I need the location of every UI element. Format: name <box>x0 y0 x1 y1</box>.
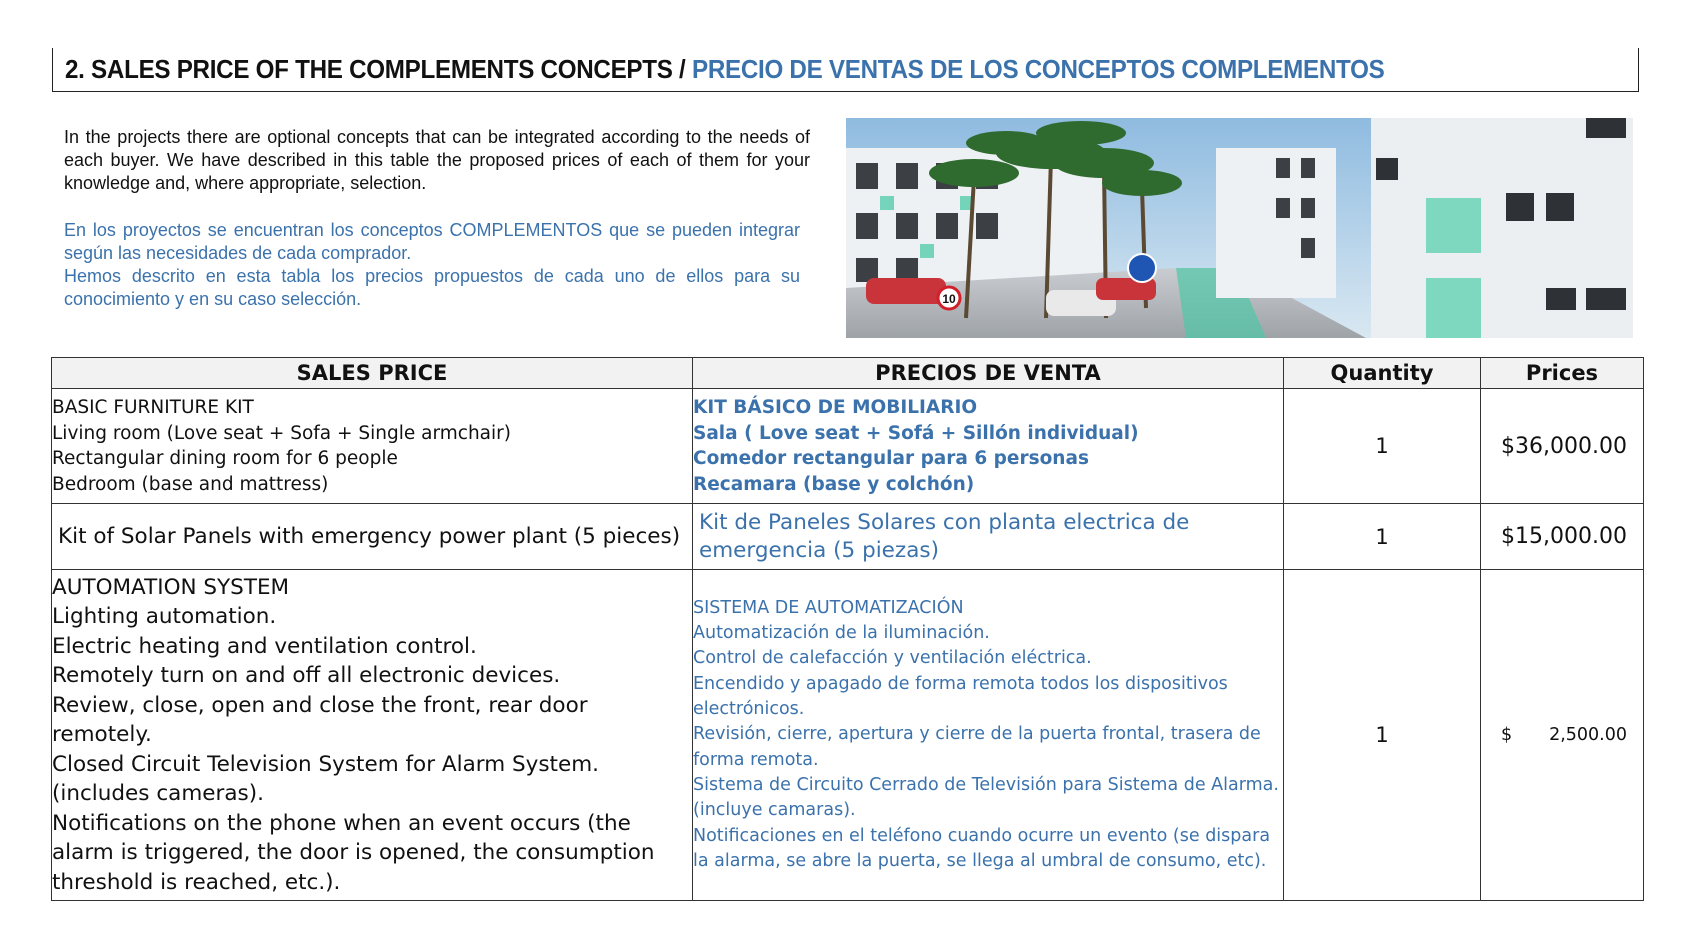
intro-spanish-line-1: En los proyectos se encuentran los conceptos COMPLEMENTOS que se pueden integrar según las necesidades de cada comprador. <box>64 220 800 263</box>
furniture-kit-price <box>1481 389 1644 504</box>
description-line: Notifications on the phone when an event occurs (the alarm is triggered, the door is opened, the consumption threshold is reached, etc.). <box>52 810 655 895</box>
description-line: BASIC FURNITURE KIT <box>52 397 254 418</box>
description-line: Automatización de la iluminación. <box>693 623 990 644</box>
description-line: KIT BÁSICO DE MOBILIARIO <box>693 397 978 418</box>
description-line: Comedor rectangular para 6 personas <box>693 448 1089 469</box>
description-line: AUTOMATION SYSTEM <box>52 574 290 600</box>
description-line: Notificaciones en el teléfono cuando ocurre un evento (se dispara la alarma, se abre la puerta, se llega al umbral de consumo, etc). <box>693 825 1271 871</box>
description-line: Control de calefacción y ventilación eléctrica. <box>693 648 1092 669</box>
currency-symbol: $ <box>1501 524 1515 549</box>
description-line: Electric heating and ventilation control. <box>52 633 477 659</box>
project-rendering-image <box>846 118 1633 338</box>
description-line: Closed Circuit Television System for Alarm System. (includes cameras). <box>52 751 599 807</box>
street-rendering-illustration <box>846 118 1633 338</box>
currency-symbol: $ <box>1501 433 1515 459</box>
furniture-kit-description-spanish <box>693 389 1284 504</box>
furniture-kit-description-english <box>52 389 693 504</box>
furniture-kit-quantity: 1 <box>1284 389 1481 504</box>
description-line: Remotely turn on and off all electronic devices. <box>52 663 561 689</box>
section-title <box>65 54 1384 85</box>
table-row-automation-system <box>52 570 1644 901</box>
description-line: SISTEMA DE AUTOMATIZACIÓN <box>693 597 964 618</box>
intro-paragraph-spanish <box>64 219 800 311</box>
description-line: Sistema de Circuito Cerrado de Televisión para Sistema de Alarma. (incluye camaras). <box>693 774 1279 821</box>
description-line: Recamara (base y colchón) <box>693 473 975 495</box>
automation-price <box>1481 570 1644 901</box>
intro-paragraph-english: In the projects there are optional concepts that can be integrated according to the needs of each buyer. We have described in this table the proposed prices of each of them for your knowledge and, where appropriate, selection. <box>64 127 810 193</box>
section-title-english: 2. SALES PRICE OF THE COMPLEMENTS CONCEPTS / <box>65 54 686 84</box>
solar-panels-description-spanish: Kit de Paneles Solares con planta electrica de emergencia (5 piezas) <box>693 504 1284 570</box>
solar-panels-description-english: Kit of Solar Panels with emergency power plant (5 pieces) <box>52 504 693 570</box>
description-line: Sala ( Love seat + Sofá + Sillón individual) <box>693 422 1139 444</box>
header-quantity: Quantity <box>1284 358 1481 389</box>
description-line: Review, close, open and close the front, rear door remotely. <box>52 692 588 748</box>
solar-panels-price <box>1481 504 1644 570</box>
automation-description-spanish <box>693 570 1284 901</box>
facade-panel <box>1426 198 1481 253</box>
table-header-row <box>52 358 1644 389</box>
table-row-solar-panels <box>52 504 1644 570</box>
section-header <box>52 48 1639 92</box>
intro-spanish-line-2: Hemos descrito en esta tabla los precios propuestos de cada uno de ellos para su conocimiento y en su caso selección. <box>64 266 800 309</box>
description-line: Revisión, cierre, apertura y cierre de la puerta frontal, trasera de forma remota. <box>693 724 1261 770</box>
description-line: Lighting automation. <box>52 604 277 630</box>
complements-price-table <box>51 357 1644 901</box>
solar-panels-quantity: 1 <box>1284 504 1481 570</box>
section-title-spanish: PRECIO DE VENTAS DE LOS CONCEPTOS COMPLEMENTOS <box>691 54 1385 84</box>
description-line: Rectangular dining room for 6 people <box>52 448 398 469</box>
header-prices: Prices <box>1481 358 1644 389</box>
price-amount: 2,500.00 <box>1549 725 1627 745</box>
description-line: Living room (Love seat + Sofa + Single armchair) <box>52 422 511 444</box>
currency-symbol: $ <box>1501 725 1513 745</box>
header-precios-de-venta: PRECIOS DE VENTA <box>693 358 1284 389</box>
price-amount: 15,000.00 <box>1515 524 1627 549</box>
price-amount: 36,000.00 <box>1515 433 1627 459</box>
automation-description-english <box>52 570 693 901</box>
table-row-furniture-kit <box>52 389 1644 504</box>
speed-limit-value: 10 <box>942 292 956 306</box>
automation-quantity: 1 <box>1284 570 1481 901</box>
description-line: Encendido y apagado de forma remota todos los dispositivos electrónicos. <box>693 673 1228 720</box>
description-line: Bedroom (base and mattress) <box>52 473 329 495</box>
bike-lane-sign <box>1128 254 1156 282</box>
header-sales-price: SALES PRICE <box>52 358 693 389</box>
